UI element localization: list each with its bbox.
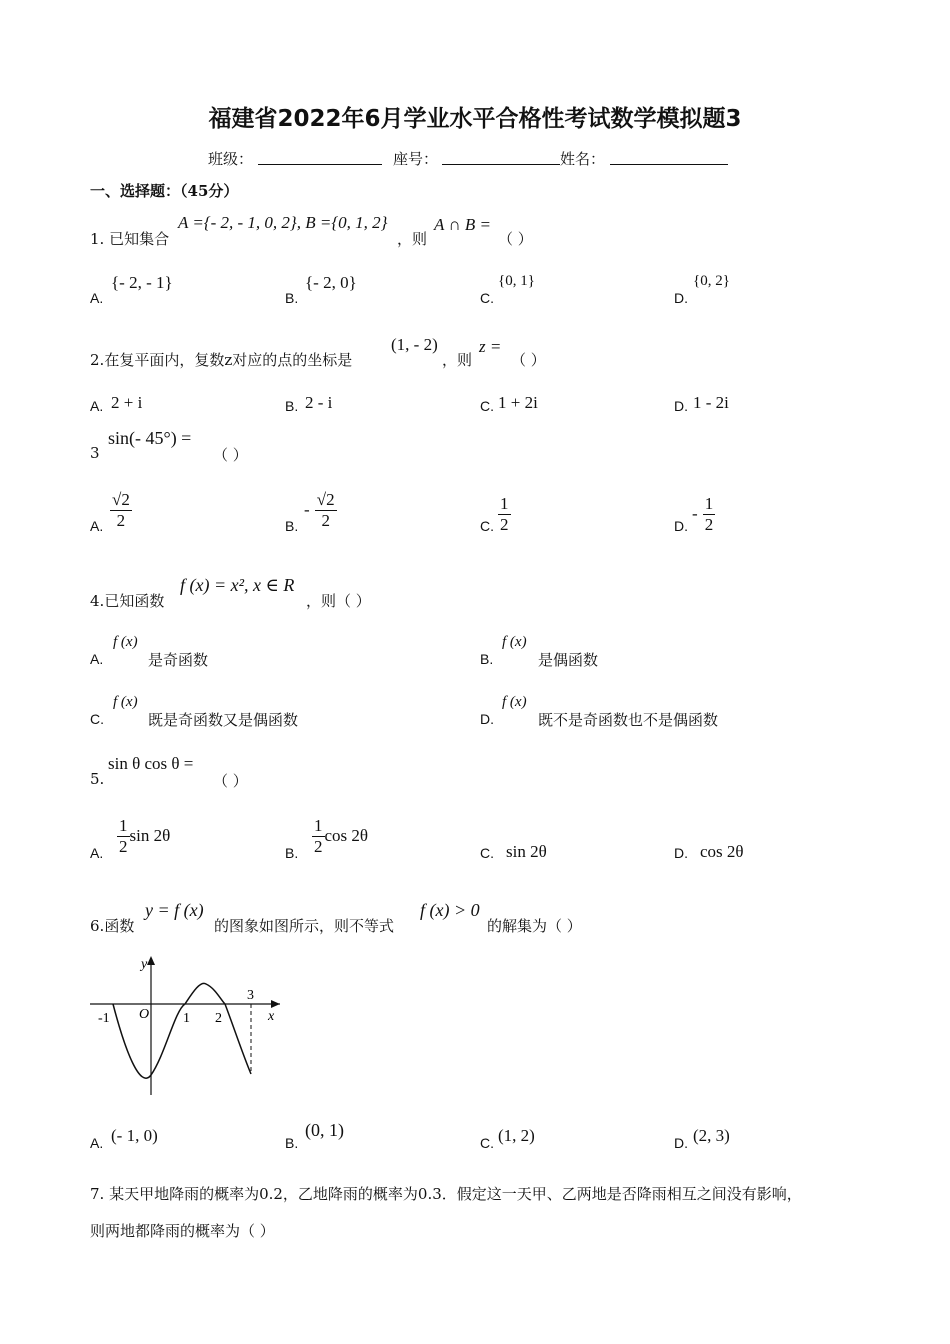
y-axis-arrow-icon (147, 956, 155, 965)
q5-option-b[interactable]: $\frac{1}{2}$ cos 2θ (314, 816, 369, 856)
origin-label: O (139, 1007, 150, 1022)
tick-label-3: 3 (247, 988, 254, 1003)
q5-expression: sin θ cos θ = (108, 754, 194, 773)
tick-label-1: 1 (183, 1011, 190, 1026)
q3-option-a[interactable]: $\frac{√2}{2}$ (112, 490, 130, 530)
name-label: 姓名： (560, 150, 606, 168)
q1-option-b-label[interactable]: B. (285, 290, 299, 306)
tick-label-neg1: -1 (98, 1011, 110, 1026)
q2-option-c-label[interactable]: C. (480, 398, 494, 414)
seat-blank[interactable] (442, 150, 560, 165)
y-axis-label: y (141, 957, 148, 972)
q4-option-d-label[interactable]: D. (480, 711, 494, 727)
name-blank[interactable] (610, 150, 728, 165)
q1-number: 1. (90, 230, 105, 248)
q4-option-c-f[interactable]: f (x) (113, 694, 138, 710)
class-label: 班级： (208, 150, 254, 168)
q4-option-b-f[interactable]: f (x) (502, 634, 527, 650)
q1-intersection: A ∩ B = (434, 215, 491, 234)
q2-option-a[interactable]: 2 + i (111, 393, 143, 412)
q6-function-graph (85, 950, 285, 1100)
q4-option-a-label[interactable]: A. (90, 651, 104, 667)
q4-option-d-f[interactable]: f (x) (502, 694, 527, 710)
q7-text-line-1: 7. 某天甲地降雨的概率为0.2，乙地降雨的概率为0.3．假定这一天甲、乙两地是否降雨相互之间没有影响， (90, 1185, 802, 1203)
page-title: 福建省2022年6月学业水平合格性考试数学模拟题3 (208, 106, 742, 132)
q2-then: ，则 (442, 351, 473, 369)
q4-option-c-label[interactable]: C. (90, 711, 104, 727)
q2-text-2: 对应的点的坐标是 (232, 351, 353, 369)
q1-set-expression: A ={- 2, - 1, 0, 2}, B ={0, 1, 2} (178, 213, 388, 232)
q3-expression: sin(- 45°) = (108, 428, 192, 448)
q7-text-line-2: 则两地都降雨的概率为（ ） (90, 1222, 275, 1240)
q3-option-b-label[interactable]: B. (285, 518, 299, 534)
q4-then: ，则（ ） (306, 592, 371, 610)
q1-text: 已知集合 (109, 230, 170, 248)
question-1 (90, 228, 169, 249)
x-axis-arrow-icon (271, 1000, 280, 1008)
q6-option-b[interactable]: (0, 1) (305, 1120, 344, 1140)
q1-option-d[interactable]: {0, 2} (693, 273, 730, 289)
q1-option-c[interactable]: {0, 1} (498, 273, 535, 289)
q2-z-expr: z = (479, 337, 502, 356)
q6-text: 函数 (104, 917, 135, 935)
q4-option-c[interactable]: 既是奇函数又是偶函数 (148, 711, 299, 729)
q2-option-a-label[interactable]: A. (90, 398, 104, 414)
q6-option-d-label[interactable]: D. (674, 1135, 688, 1151)
q2-option-d-label[interactable]: D. (674, 398, 688, 414)
section-heading: 一、选择题：（45分） (90, 182, 239, 200)
q3-paren: （ ） (213, 446, 248, 464)
q3-option-c[interactable]: $\frac{1}{2}$ (500, 494, 509, 534)
tick-label-2: 2 (215, 1011, 222, 1026)
q4-option-a[interactable]: 是奇函数 (148, 651, 209, 669)
q6-text-3: 的解集为（ ） (487, 917, 582, 935)
q5-option-a-label[interactable]: A. (90, 845, 104, 861)
q2-z: z (224, 351, 233, 369)
q1-option-a-label[interactable]: A. (90, 290, 104, 306)
q5-option-d[interactable]: cos 2θ (700, 842, 744, 861)
q3-option-a-label[interactable]: A. (90, 518, 104, 534)
class-blank[interactable] (258, 150, 382, 165)
q2-text: 在复平面内，复数 (104, 351, 225, 369)
q6-option-a[interactable]: (- 1, 0) (111, 1126, 158, 1145)
q1-paren: （ ） (498, 230, 533, 248)
q3-option-d-label[interactable]: D. (674, 518, 688, 534)
q5-option-d-label[interactable]: D. (674, 845, 688, 861)
question-4 (90, 590, 164, 611)
function-curve (113, 983, 251, 1078)
q6-function: y = f (x) (145, 900, 204, 920)
q3-option-d[interactable]: - $\frac{1}{2}$ (692, 494, 714, 534)
q4-option-b[interactable]: 是偶函数 (538, 651, 599, 669)
q5-paren: （ ） (213, 772, 248, 790)
q5-number: 5. (90, 770, 105, 788)
q4-number: 4. (90, 592, 105, 610)
q6-option-c-label[interactable]: C. (480, 1135, 494, 1151)
q4-option-b-label[interactable]: B. (480, 651, 494, 667)
q2-option-b[interactable]: 2 - i (305, 393, 333, 412)
seat-label: 座号： (393, 150, 439, 168)
q3-option-c-label[interactable]: C. (480, 518, 494, 534)
q5-option-c-label[interactable]: C. (480, 845, 494, 861)
q6-option-b-label[interactable]: B. (285, 1135, 299, 1151)
q6-text-2: 的图象如图所示，则不等式 (214, 917, 395, 935)
q1-then: ，则 (397, 230, 428, 248)
q2-number: 2. (90, 351, 105, 369)
x-axis-label: x (268, 1009, 275, 1024)
q6-option-a-label[interactable]: A. (90, 1135, 104, 1151)
question-6 (90, 915, 134, 936)
q1-option-d-label[interactable]: D. (674, 290, 688, 306)
q2-option-c[interactable]: 1 + 2i (498, 393, 538, 412)
q2-option-d[interactable]: 1 - 2i (693, 393, 729, 412)
q6-option-d[interactable]: (2, 3) (693, 1126, 730, 1145)
q4-function: f (x) = x², x ∈ R (180, 575, 295, 595)
q3-number: 3 (90, 444, 100, 462)
q4-option-d[interactable]: 既不是奇函数也不是偶函数 (538, 711, 719, 729)
q2-point: (1, - 2) (391, 335, 438, 354)
q5-option-b-label[interactable]: B. (285, 845, 299, 861)
q4-text: 已知函数 (104, 592, 165, 610)
q1-option-b[interactable]: {- 2, 0} (305, 273, 357, 292)
q6-number: 6. (90, 917, 105, 935)
q1-option-a[interactable]: {- 2, - 1} (111, 273, 173, 292)
q2-option-b-label[interactable]: B. (285, 398, 299, 414)
q3-option-b[interactable]: - $\frac{√2}{2}$ (304, 490, 335, 530)
q5-option-a[interactable]: $\frac{1}{2}$ sin 2θ (119, 816, 171, 856)
q5-option-c[interactable]: sin 2θ (506, 842, 547, 861)
question-2 (90, 349, 352, 370)
q1-option-c-label[interactable]: C. (480, 290, 494, 306)
q4-option-a-f[interactable]: f (x) (113, 634, 138, 650)
q2-paren: （ ） (511, 351, 546, 369)
q6-option-c[interactable]: (1, 2) (498, 1126, 535, 1145)
q6-inequality: f (x) > 0 (420, 900, 480, 920)
